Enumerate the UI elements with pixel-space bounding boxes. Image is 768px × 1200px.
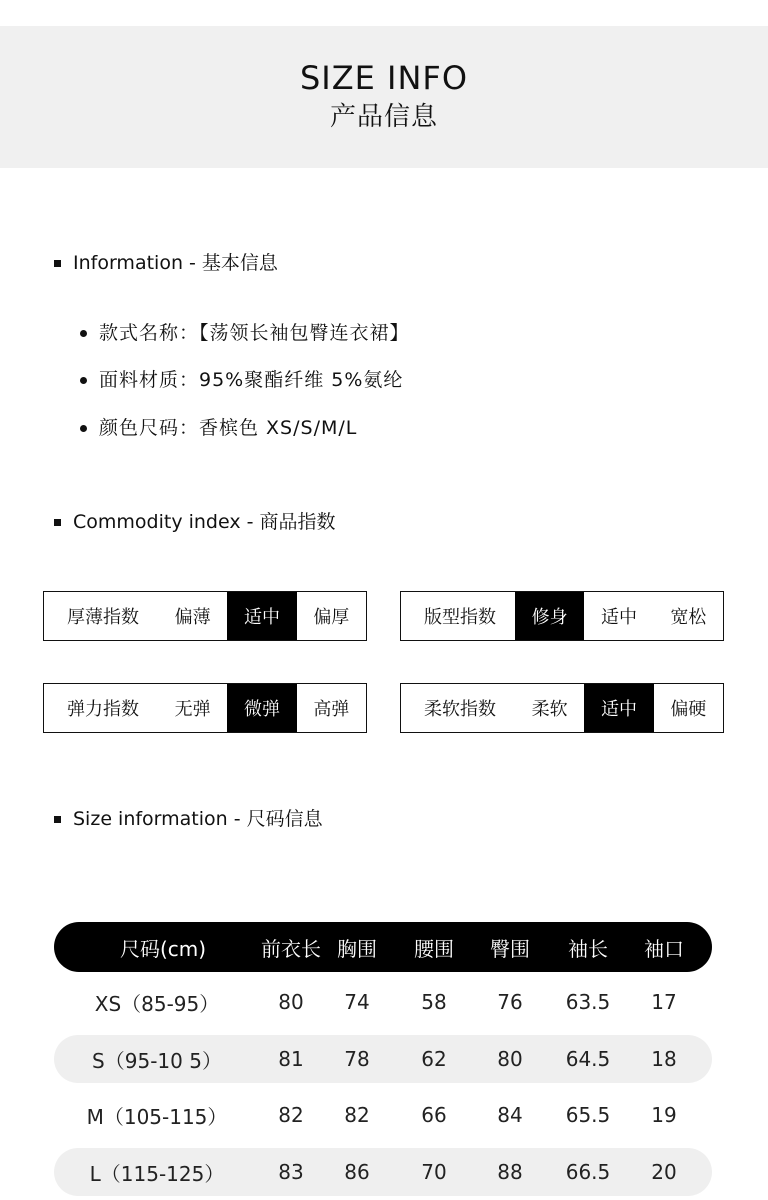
- table-cell: 17: [651, 990, 677, 1014]
- index-option: 适中: [227, 592, 296, 640]
- index-box-fit: [400, 591, 724, 641]
- table-cell: 76: [497, 990, 523, 1014]
- section-heading-text: Commodity index - 商品指数: [73, 511, 336, 533]
- table-cell: S（95-10 5）: [92, 1048, 222, 1073]
- square-bullet-icon: [54, 260, 61, 267]
- column-header: 袖口: [644, 936, 684, 961]
- section-heading-text: Size information - 尺码信息: [73, 808, 323, 830]
- table-cell: 64.5: [565, 1047, 611, 1071]
- section-heading-text: Information - 基本信息: [73, 252, 278, 274]
- table-cell: 82: [278, 1103, 304, 1127]
- column-header: 胸围: [337, 936, 377, 961]
- index-option: 偏硬: [670, 699, 707, 720]
- table-cell: M（105-115）: [86, 1104, 228, 1129]
- table-row: [54, 1148, 712, 1196]
- header-banner: [0, 26, 768, 168]
- table-row: [54, 1035, 712, 1083]
- section-heading-commodity: [54, 509, 336, 535]
- dot-bullet-icon: [80, 330, 87, 337]
- table-cell: 19: [651, 1103, 677, 1127]
- column-header: 臀围: [490, 936, 530, 961]
- page-subtitle: 产品信息: [329, 102, 438, 132]
- index-option: 无弹: [174, 699, 211, 720]
- index-label: 版型指数: [424, 607, 496, 628]
- table-cell: 80: [497, 1047, 523, 1071]
- section-heading-size: [54, 806, 323, 832]
- info-item-style: [80, 319, 410, 347]
- dot-bullet-icon: [80, 377, 87, 384]
- table-cell: 62: [421, 1047, 447, 1071]
- table-cell: 84: [497, 1103, 523, 1127]
- table-cell: 80: [278, 990, 304, 1014]
- table-cell: 78: [344, 1047, 370, 1071]
- index-option: 修身: [515, 592, 584, 640]
- index-option: 微弹: [227, 684, 296, 732]
- info-item-color-size: [80, 414, 357, 442]
- index-box-softness: [400, 683, 724, 733]
- table-cell: 83: [278, 1160, 304, 1184]
- page-title: SIZE INFO: [299, 59, 469, 97]
- table-cell: 63.5: [565, 990, 611, 1014]
- index-label: 弹力指数: [67, 699, 139, 720]
- index-option: 适中: [584, 684, 653, 732]
- square-bullet-icon: [54, 519, 61, 526]
- info-item-text: 颜色尺码：香槟色 XS/S/M/L: [99, 417, 358, 439]
- index-box-elasticity: [43, 683, 367, 733]
- section-heading-information: [54, 250, 278, 276]
- column-header: 袖长: [568, 936, 608, 961]
- column-header: 腰围: [414, 936, 454, 961]
- table-row: [54, 1091, 712, 1139]
- column-header: 尺码(cm): [119, 936, 207, 961]
- dot-bullet-icon: [80, 425, 87, 432]
- index-option: 偏薄: [174, 607, 211, 628]
- index-option: 适中: [600, 607, 637, 628]
- table-cell: 66: [421, 1103, 447, 1127]
- table-cell: 65.5: [565, 1103, 611, 1127]
- table-cell: XS（85-95）: [94, 991, 220, 1016]
- index-option: 宽松: [670, 607, 707, 628]
- index-option: 柔软: [531, 699, 568, 720]
- table-cell: 88: [497, 1160, 523, 1184]
- square-bullet-icon: [54, 816, 61, 823]
- table-cell: 74: [344, 990, 370, 1014]
- info-item-text: 款式名称：【荡领长袖包臀连衣裙】: [99, 322, 410, 344]
- index-box-thickness: [43, 591, 367, 641]
- table-cell: 66.5: [565, 1160, 611, 1184]
- table-cell: L（115-125）: [89, 1161, 225, 1186]
- table-cell: 58: [421, 990, 447, 1014]
- index-option: 高弹: [313, 699, 350, 720]
- size-table-header: [54, 922, 712, 972]
- index-label: 厚薄指数: [67, 607, 139, 628]
- index-option: 偏厚: [313, 607, 350, 628]
- info-item-fabric: [80, 366, 403, 394]
- table-cell: 81: [278, 1047, 304, 1071]
- table-cell: 86: [344, 1160, 370, 1184]
- index-label: 柔软指数: [424, 699, 496, 720]
- info-item-text: 面料材质：95%聚酯纤维 5%氨纶: [99, 369, 404, 391]
- table-row: [54, 978, 712, 1026]
- table-cell: 20: [651, 1160, 677, 1184]
- table-cell: 18: [651, 1047, 677, 1071]
- table-cell: 82: [344, 1103, 370, 1127]
- column-header: 前衣长: [261, 936, 321, 961]
- table-cell: 70: [421, 1160, 447, 1184]
